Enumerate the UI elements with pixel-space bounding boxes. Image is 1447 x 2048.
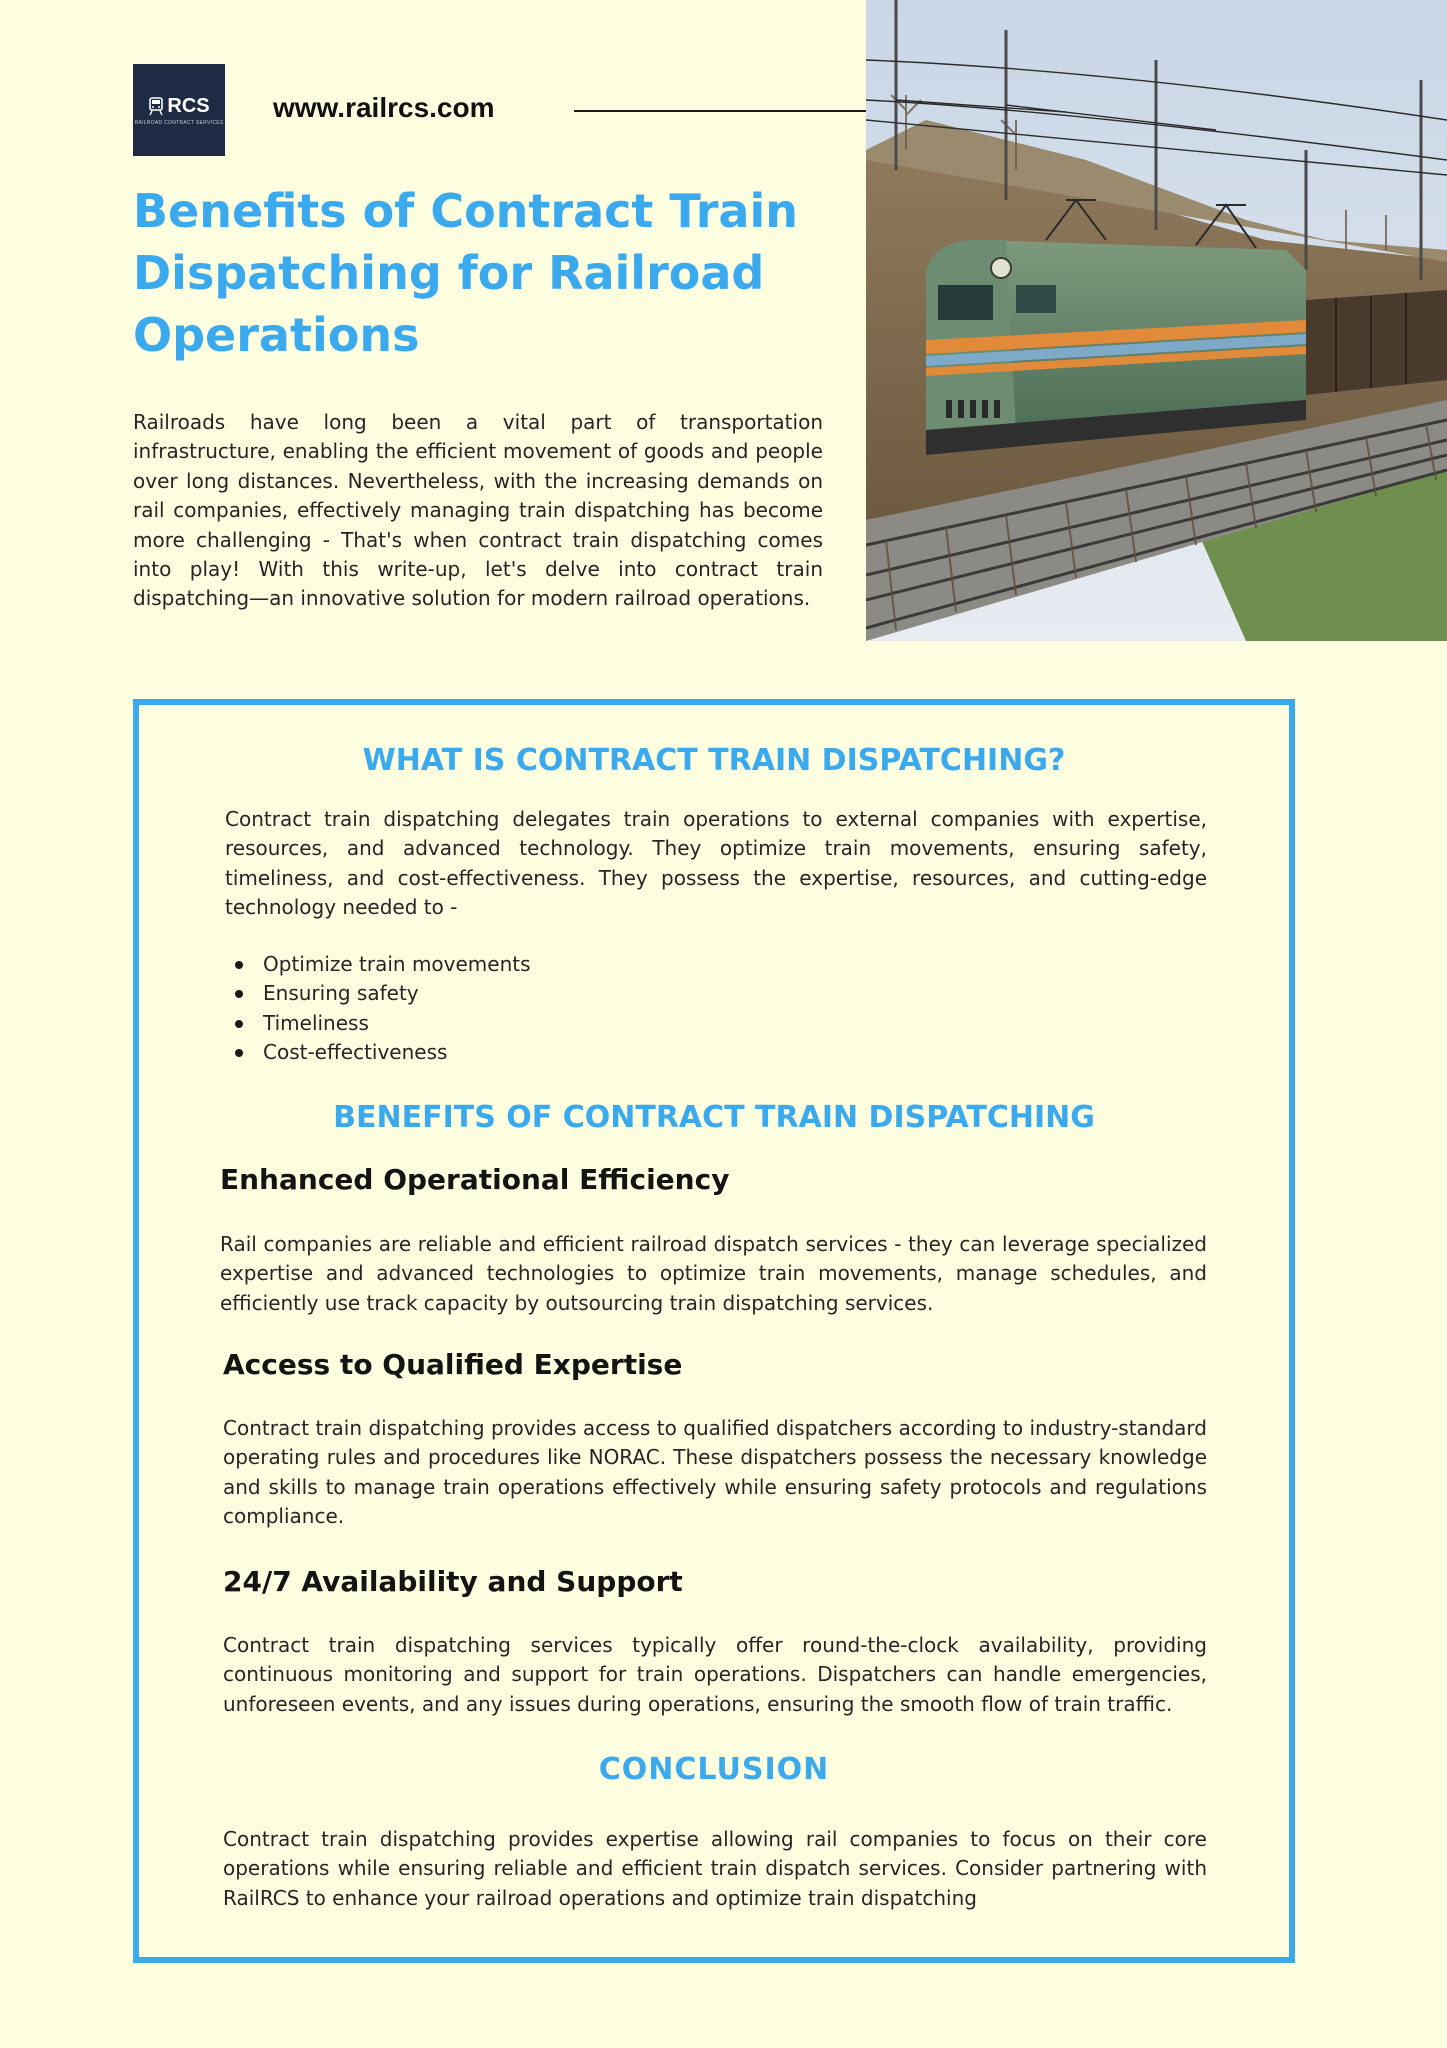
benefits-heading: BENEFITS OF CONTRACT TRAIN DISPATCHING	[333, 1100, 1095, 1135]
list-item: Optimize train movements	[225, 950, 531, 979]
benefit-body-efficiency: Rail companies are reliable and efficient railroad dispatch services - they can leverage specialized expertise and advanced technologies to optimize train movements, manage schedules, and efficiently use track capacity by outsourcing train dispatching services.	[220, 1232, 1207, 1315]
logo-subtext: RAILROAD CONTRACT SERVICES	[134, 119, 224, 126]
bullet-icon	[235, 990, 243, 998]
benefit-title-efficiency: Enhanced Operational Efficiency	[220, 1163, 730, 1196]
benefit-bullet-list	[225, 950, 531, 1068]
company-logo	[133, 64, 225, 156]
benefit-title-availability: 24/7 Availability and Support	[223, 1565, 683, 1598]
benefit-body-expertise: Contract train dispatching provides access to qualified dispatchers according to industry-standard operating rules and procedures like NORAC. These dispatchers possess the necessary knowledge and skills to manage train operations effectively while ensuring safety protocols and regulations compliance.	[223, 1416, 1207, 1529]
hero-train-image	[866, 0, 1447, 641]
list-item: Cost-effectiveness	[225, 1038, 531, 1067]
website-link[interactable]: www.railrcs.com	[273, 92, 495, 123]
bullet-icon	[235, 1020, 243, 1028]
what-is-heading: WHAT IS CONTRACT TRAIN DISPATCHING?	[362, 743, 1066, 778]
bullet-icon	[235, 961, 243, 969]
benefit-title-expertise: Access to Qualified Expertise	[223, 1348, 683, 1381]
page-title: Benefits of Contract Train Dispatching for Railroad Operations	[133, 184, 798, 362]
what-is-body: Contract train dispatching delegates train operations to external companies with expertise, resources, and advanced technology. They optimize train movements, ensuring safety, timeliness, and cost-effectiveness. They possess the expertise, resources, and cutting-edge technology needed to -	[225, 807, 1207, 920]
list-item: Ensuring safety	[225, 979, 531, 1008]
intro-paragraph: Railroads have long been a vital part of transportation infrastructure, enabling the efficient movement of goods and people over long distances. Nevertheless, with the increasing demands on rail companies, effectively managing train dispatching has become more challenging - That's when contract train dispatching comes into play! With this write-up, let's delve into contract train dispatching—an innovative solution for modern railroad operations.	[133, 410, 823, 611]
train-icon	[148, 96, 164, 116]
bullet-icon	[235, 1049, 243, 1057]
conclusion-heading: CONCLUSION	[598, 1752, 830, 1787]
locomotive-illustration	[866, 0, 1447, 641]
logo-text: RCS	[167, 94, 210, 117]
benefit-body-availability: Contract train dispatching services typically offer round-the-clock availability, providing continuous monitoring and support for train operations. Dispatchers can handle emergencies, unforeseen events, and any issues during operations, ensuring the smooth flow of train traffic.	[223, 1633, 1207, 1716]
header-divider	[574, 110, 866, 112]
list-item: Timeliness	[225, 1009, 531, 1038]
conclusion-body: Contract train dispatching provides expertise allowing rail companies to focus on their core operations while ensuring reliable and efficient train dispatch services. Consider partnering with RailRCS to enhance your railroad operations and optimize train dispatching	[223, 1827, 1207, 1910]
